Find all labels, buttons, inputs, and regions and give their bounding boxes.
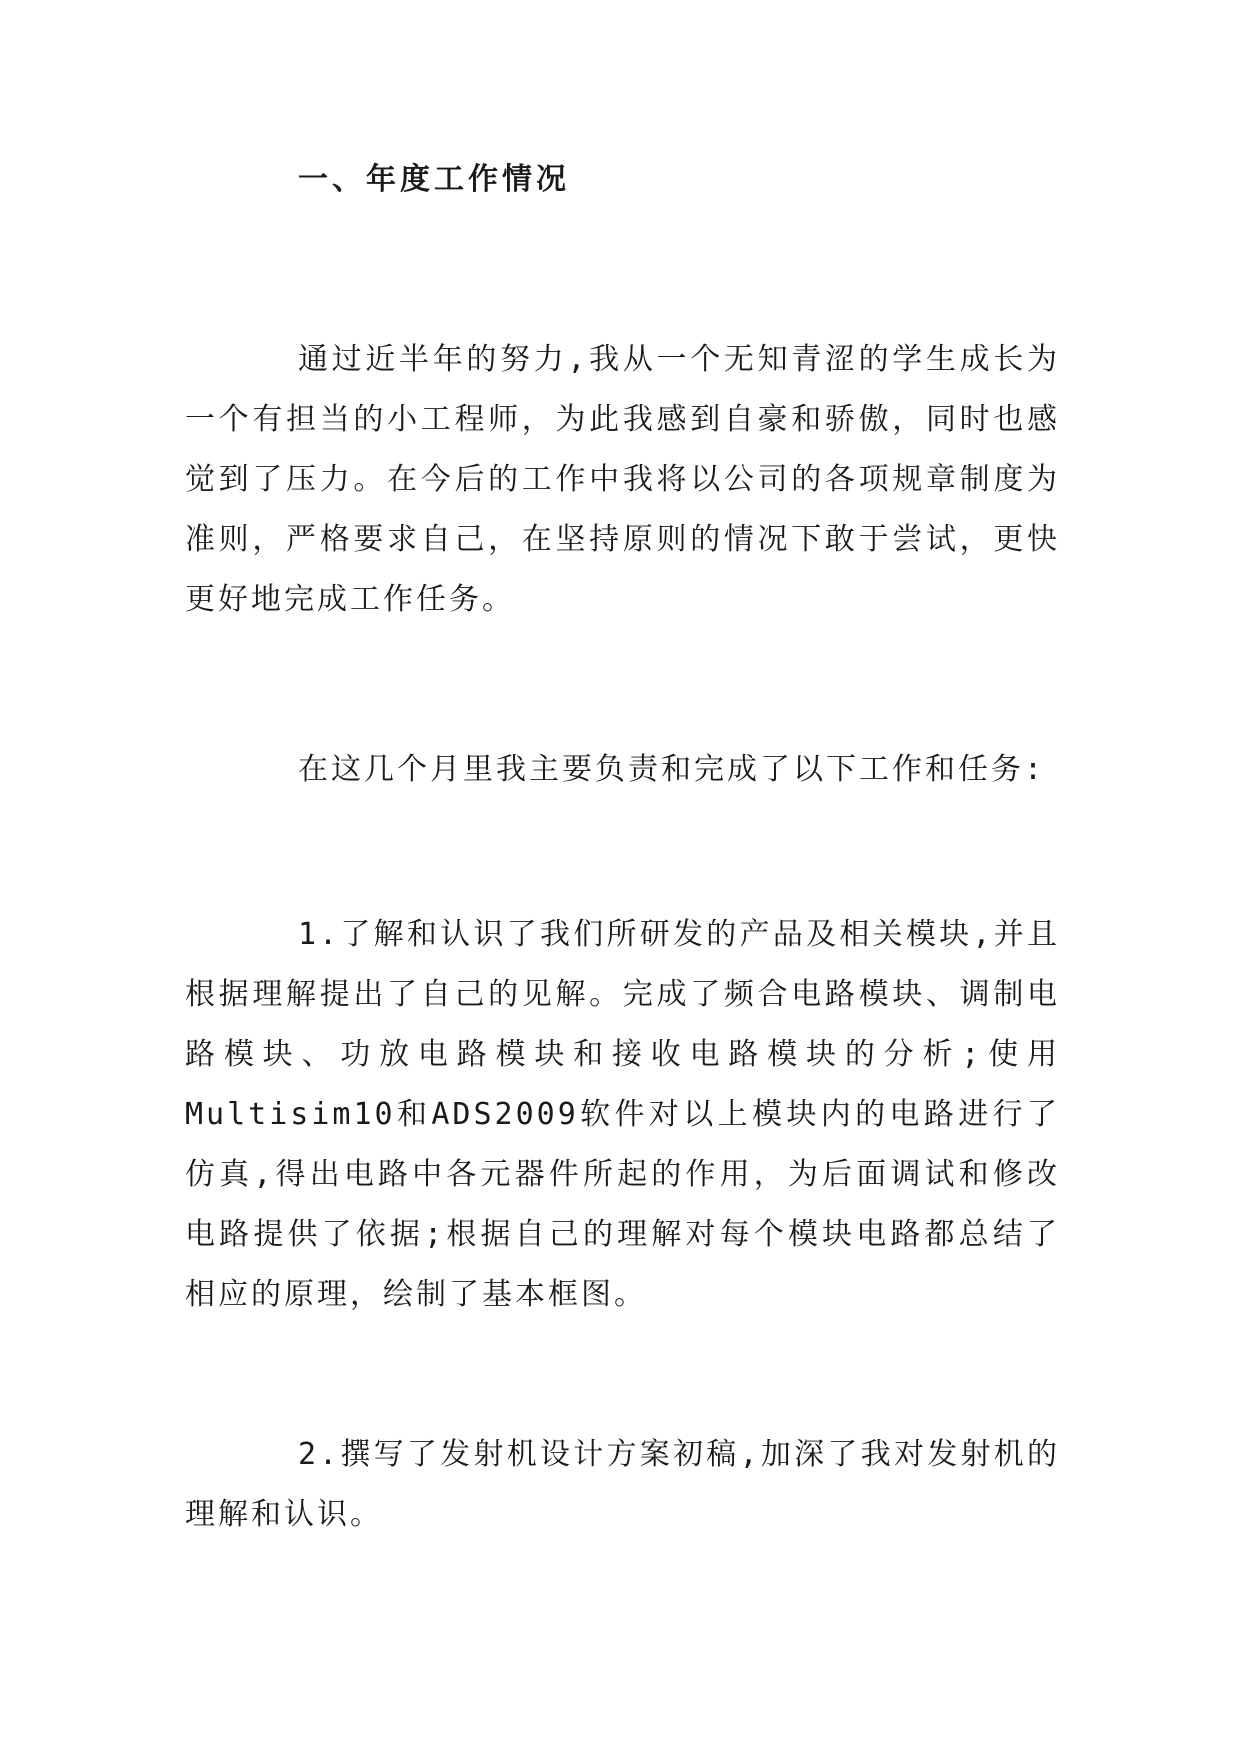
intro-paragraph: 通过近半年的努力,我从一个无知青涩的学生成长为一个有担当的小工程师，为此我感到自豪和骄傲，同时也感觉到了压力。在今后的工作中我将以公司的各项规章制度为准则，严格要求自己，在坚持原则的情况下敢于尝试，更快更好地完成工作任务。 [185,342,1060,617]
tasks-lead-paragraph: 在这几个月里我主要负责和完成了以下工作和任务: [298,752,1046,787]
section-heading: 一、年度工作情况 [298,162,570,197]
task-item-1-paragraph: 1.了解和认识了我们所研发的产品及相关模块,并且根据理解提出了自己的见解。完成了频合电路模块、调制电路模块、功放电路模块和接收电路模块的分析;使用Multisim10和ADS2009软件对以上模块内的电路进行了仿真,得出电路中各元器件所起的作用，为后面调试和修改电路提供了依据;根据自己的理解对每个模块电路都总结了相应的原理，绘制了基本框图。 [185,917,1060,1312]
task-item-2-paragraph: 2.撰写了发射机设计方案初稿,加深了我对发射机的理解和认识。 [185,1437,1060,1532]
